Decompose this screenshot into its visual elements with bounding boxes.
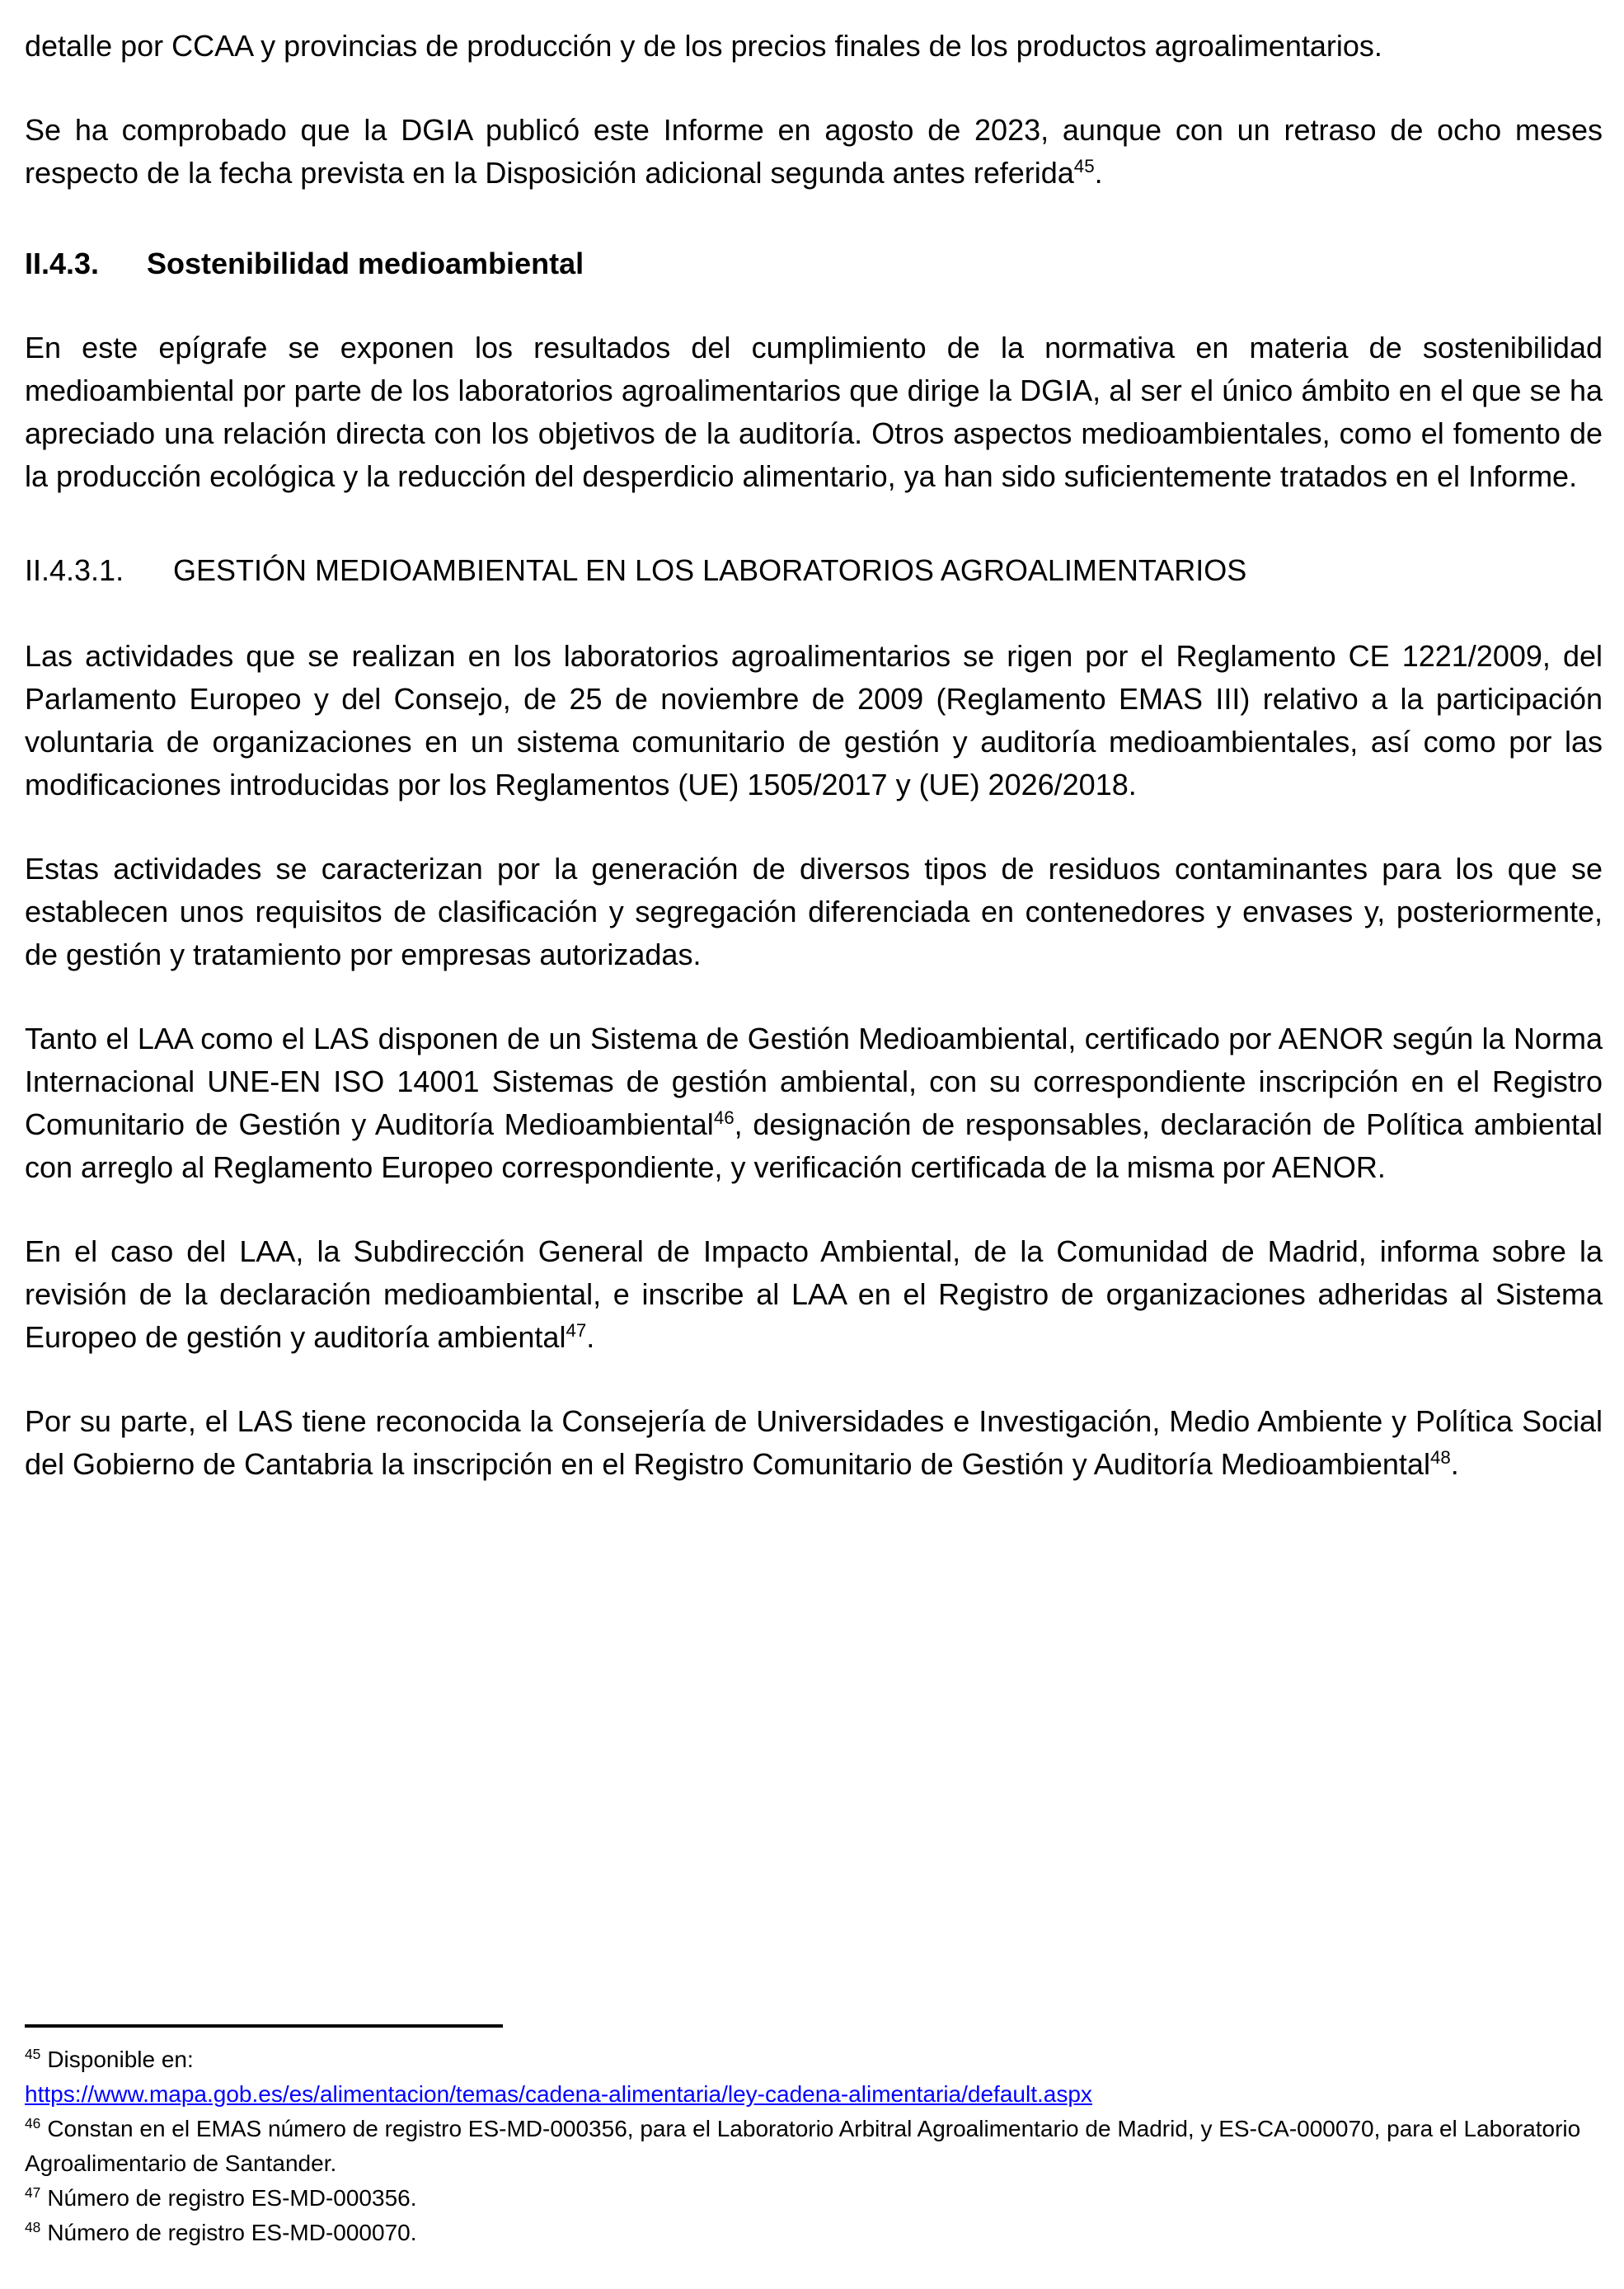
footnote-ref-45: 45 [1073,156,1095,176]
section-heading-II-4-3 [25,242,1603,285]
footnote-45 [25,2042,1603,2112]
footnote-ref-47: 47 [566,1320,587,1341]
footnote-ref-48: 48 [1429,1447,1451,1468]
paragraph-text: . [1094,156,1103,190]
paragraph-las-cantabria [25,1400,1603,1486]
paragraph-text: Estas actividades se caracterizan por la generación de diversos tipos de residuos contaminantes para los que se establecen unos requisitos de clasificación y segregación diferenciada en contenedores y envases y, posteriormente, de gestión y tratamiento por empresas autorizadas. [25,852,1603,971]
footnote-text: Número de registro ES-MD-000070. [47,2220,417,2245]
paragraph-sistema-gestion [25,1018,1603,1189]
paragraph-text: En el caso del LAA, la Subdirección General de Impacto Ambiental, de la Comunidad de Madrid, informa sobre la revisión de la declaración medioambiental, e inscribe al LAA en el Registro de organizaciones adheridas al Sistema Europeo de gestión y auditoría ambiental [25,1234,1603,1354]
footnote-text: Disponible en: [47,2047,194,2072]
footnote-45-hyperlink[interactable]: https://www.mapa.gob.es/es/alimentacion/temas/cadena-alimentaria/ley-cadena-alimentaria/default.aspx [25,2081,1092,2107]
paragraph-epigrafe [25,327,1603,498]
paragraph-continuation [25,25,1603,68]
paragraph-reglamento [25,635,1603,806]
footnote-number: 48 [25,2218,41,2235]
paragraph-text: . [1450,1447,1459,1481]
footnote-48 [25,2216,1603,2250]
paragraph-residuos [25,848,1603,976]
section-number: II.4.3. [25,247,100,280]
footnote-ref-46: 46 [713,1107,735,1128]
section-title: Sostenibilidad medioambiental [147,247,584,280]
paragraph-text: Se ha comprobado que la DGIA publicó este Informe en agosto de 2023, aunque con un retraso de ocho meses respecto de la fecha prevista en la Disposición adicional segunda antes referida [25,113,1603,190]
footnote-number: 46 [25,2114,41,2132]
paragraph-text: Las actividades que se realizan en los laboratorios agroalimentarios se rigen por el Reglamento CE 1221/2009, del Parlamento Europeo y del Consejo, de 25 de noviembre de 2009 (Reglamento EMAS III) relativo a la participación voluntaria de organizaciones en un sistema comunitario de gestión y auditoría medioambientales, así como por las modificaciones introducidas por los Reglamentos (UE) 1505/2017 y (UE) 2026/2018. [25,639,1603,801]
footnote-text: Constan en el EMAS número de registro ES-MD-000356, para el Laboratorio Arbitral Agroalimentario de Madrid, y ES-CA-000070, para el Laboratorio Agroalimentario de Santander. [25,2116,1581,2176]
paragraph-text: Tanto el LAA como el LAS disponen de un Sistema de Gestión Medioambiental, certificado por AENOR según la Norma Internacional UNE-EN ISO 14001 Sistemas de gestión ambiental, con su correspondiente inscripción en el Registro Comunitario de Gestión y Auditoría Medioambiental [25,1022,1603,1141]
footnote-number: 47 [25,2183,41,2201]
subsection-title: GESTIÓN MEDIOAMBIENTAL EN LOS LABORATORIOS AGROALIMENTARIOS [173,553,1247,587]
paragraph-text: , designación de responsables, declaración de Política ambiental con arreglo al Reglamento Europeo correspondiente, y verificación certificada de la misma por AENOR. [25,1107,1603,1184]
subsection-heading-II-4-3-1 [25,549,1603,592]
footnote-46 [25,2112,1603,2181]
paragraph-text: . [586,1320,595,1354]
footnote-text: Número de registro ES-MD-000356. [47,2185,417,2211]
paragraph-dgia-informe [25,109,1603,195]
subsection-number: II.4.3.1. [25,553,124,587]
footnotes-section [25,2024,1603,2250]
footnote-number: 45 [25,2045,41,2062]
paragraph-text: En este epígrafe se exponen los resultados del cumplimiento de la normativa en materia de sostenibilidad medioambiental por parte de los laboratorios agroalimentarios que dirige la DGIA, al ser el único ámbito en el que se ha apreciado una relación directa con los objetivos de la auditoría. Otros aspectos medioambientales, como el fomento de la producción ecológica y la reducción del desperdicio alimentario, ya han sido suficientemente tratados en el Informe. [25,331,1603,493]
footnote-47 [25,2181,1603,2216]
paragraph-text: detalle por CCAA y provincias de producción y de los precios finales de los productos agroalimentarios. [25,29,1382,63]
footnote-separator-rule [25,2024,503,2028]
paragraph-laa-madrid [25,1230,1603,1359]
paragraph-text: Por su parte, el LAS tiene reconocida la Consejería de Universidades e Investigación, Medio Ambiente y Política Social del Gobierno de Cantabria la inscripción en el Registro Comunitario de Gestión y Auditoría Medioambiental [25,1404,1603,1481]
